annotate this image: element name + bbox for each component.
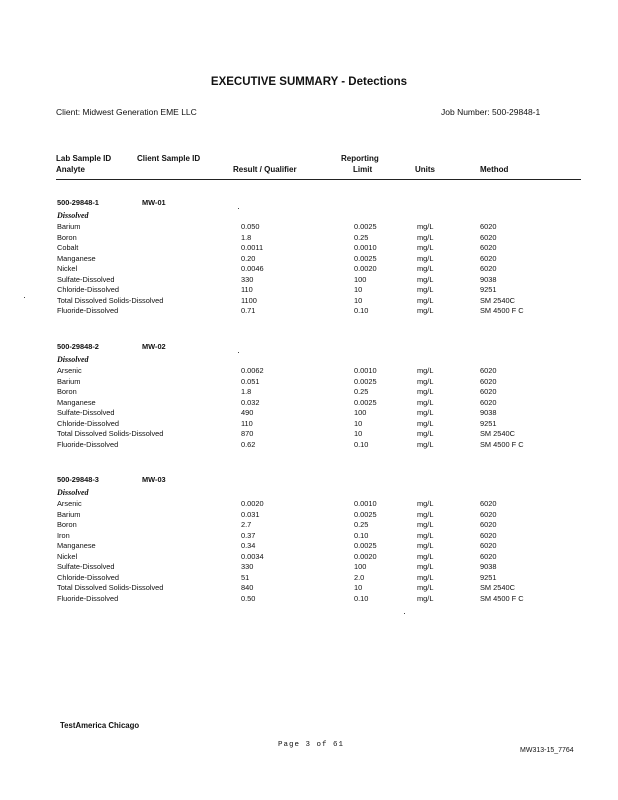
column-lab-sample-id: Lab Sample ID [56,154,112,163]
reporting-limit-cell: 0.0025 [354,376,377,386]
result-cell: 0.71 [241,306,256,315]
table-row [0,264,618,274]
reporting-limit-cell: 0.0025 [354,397,377,407]
result-cell: 110 [241,418,253,428]
units-cell: mg/L [417,285,434,294]
result-cell: 0.0046 [241,264,264,273]
reporting-limit-cell: 100 [354,274,367,284]
analyte-cell: Sulfate-Dissolved [57,408,115,417]
column-analyte: Analyte [56,165,85,174]
units-cell: mg/L [417,243,434,252]
footer-page-number: Page 3 of 61 [278,741,345,749]
table-row [0,594,618,604]
reporting-limit-cell: 0.0010 [354,499,377,508]
analyte-cell: Total Dissolved Solids-Dissolved [57,429,164,438]
table-row [0,419,618,429]
sample-header [0,342,618,352]
table-row [0,531,618,541]
client-sample-id: MW-02 [142,342,166,351]
analyte-cell: Boron [57,520,77,529]
analyte-cell: Total Dissolved Solids-Dissolved [57,583,164,592]
analyte-cell: Fluoride-Dissolved [57,439,119,449]
method-cell: 6020 [480,222,497,231]
reporting-limit-cell: 0.0025 [354,253,377,263]
reporting-limit-cell: 10 [354,295,363,305]
header-rule [56,179,581,180]
reporting-limit-cell: 0.25 [354,387,369,396]
reporting-limit-cell: 10 [354,583,363,592]
units-cell: mg/L [417,295,434,305]
method-cell: 6020 [480,387,497,396]
reporting-limit-cell: 0.0025 [354,509,377,519]
footer-document-id: MW313-15_7764 [520,747,574,754]
scan-speck [24,297,25,298]
analyte-cell: Arsenic [57,499,82,508]
table-row [0,573,618,583]
reporting-limit-cell: 0.10 [354,439,369,449]
method-cell: SM 4500 F C [480,593,524,603]
result-cell: 840 [241,583,254,592]
group-label-text: Dissolved [57,355,89,364]
analyte-cell: Sulfate-Dissolved [57,562,115,571]
units-cell: mg/L [417,253,434,263]
method-cell: 9038 [480,274,497,284]
method-cell: 9038 [480,562,497,571]
reporting-limit-cell: 10 [354,429,363,438]
reporting-limit-cell: 0.10 [354,593,369,603]
table-row [0,387,618,397]
units-cell: mg/L [417,366,434,375]
reporting-limit-cell: 0.10 [354,306,369,315]
result-cell: 1.8 [241,232,252,242]
lab-sample-id: 500-29848-3 [57,475,99,484]
result-cell: 51 [241,572,250,582]
table-row [0,440,618,450]
method-cell: SM 4500 F C [480,439,524,449]
table-row [0,583,618,593]
analyte-cell: Chloride-Dissolved [57,572,120,582]
method-cell: SM 2540C [480,583,515,592]
result-cell: 330 [241,274,254,284]
group-label [0,355,618,365]
units-cell: mg/L [417,274,434,284]
table-row [0,222,618,232]
result-cell: 0.031 [241,509,260,519]
result-cell: 0.37 [241,530,256,540]
column-method: Method [480,165,509,174]
group-label-text: Dissolved [57,211,89,220]
table-row [0,233,618,243]
units-cell: mg/L [417,520,434,529]
method-cell: 9251 [480,418,497,428]
result-cell: 0.0011 [241,243,264,252]
table-row [0,510,618,520]
units-cell: mg/L [417,222,434,231]
reporting-limit-cell: 0.25 [354,520,369,529]
units-cell: mg/L [417,509,434,519]
result-cell: 330 [241,562,254,571]
sample-header [0,198,618,208]
units-cell: mg/L [417,562,434,571]
analyte-cell: Boron [57,232,77,242]
units-cell: mg/L [417,593,434,603]
analyte-cell: Fluoride-Dissolved [57,593,119,603]
method-cell: 6020 [480,530,497,540]
units-cell: mg/L [417,418,434,428]
reporting-limit-cell: 0.25 [354,232,369,242]
result-cell: 1100 [241,295,257,305]
reporting-limit-cell: 0.0020 [354,264,377,273]
result-cell: 0.0020 [241,499,264,508]
reporting-limit-cell: 100 [354,562,367,571]
group-label [0,211,618,221]
method-cell: 6020 [480,520,497,529]
table-row [0,377,618,387]
client-name: Client: Midwest Generation EME LLC [56,107,197,117]
result-cell: 0.051 [241,376,260,386]
table-row [0,520,618,530]
result-cell: 0.050 [241,222,260,231]
analyte-cell: Manganese [57,541,96,550]
result-cell: 1.8 [241,387,252,396]
analyte-cell: Barium [57,509,81,519]
units-cell: mg/L [417,306,434,315]
scan-speck [238,352,239,353]
method-cell: SM 2540C [480,429,515,438]
client-sample-id: MW-01 [142,198,166,207]
units-cell: mg/L [417,232,434,242]
table-row [0,243,618,253]
analyte-cell: Iron [57,530,70,540]
group-label-text: Dissolved [57,488,89,497]
reporting-limit-cell: 0.0010 [354,366,377,375]
units-cell: mg/L [417,387,434,396]
analyte-cell: Arsenic [57,366,82,375]
units-cell: mg/L [417,572,434,582]
units-cell: mg/L [417,583,434,592]
method-cell: 6020 [480,366,497,375]
table-row [0,275,618,285]
method-cell: SM 4500 F C [480,306,524,315]
method-cell: 6020 [480,376,497,386]
sample-header [0,475,618,485]
method-cell: 6020 [480,551,497,561]
page-title: EXECUTIVE SUMMARY - Detections [210,76,408,88]
units-cell: mg/L [417,541,434,550]
table-row [0,552,618,562]
units-cell: mg/L [417,429,434,438]
column-limit: Limit [353,165,373,174]
method-cell: 6020 [480,264,497,273]
result-cell: 0.62 [241,439,256,449]
analyte-cell: Manganese [57,253,96,263]
method-cell: SM 2540C [480,295,515,305]
column-units: Units [415,165,435,174]
method-cell: 9251 [480,572,497,582]
method-cell: 6020 [480,509,497,519]
analyte-cell: Chloride-Dissolved [57,285,120,294]
method-cell: 6020 [480,253,497,263]
table-row [0,306,618,316]
method-cell: 6020 [480,541,497,550]
scan-speck [404,613,405,614]
result-cell: 0.50 [241,593,256,603]
reporting-limit-cell: 0.0010 [354,243,377,252]
result-cell: 0.0062 [241,366,264,375]
result-cell: 0.032 [241,397,260,407]
reporting-limit-cell: 100 [354,408,367,417]
result-cell: 490 [241,408,254,417]
reporting-limit-cell: 0.0025 [354,222,377,231]
units-cell: mg/L [417,408,434,417]
analyte-cell: Boron [57,387,77,396]
reporting-limit-cell: 10 [354,418,363,428]
analyte-cell: Cobalt [57,243,79,252]
lab-sample-id: 500-29848-2 [57,342,99,351]
footer-lab-name: TestAmerica Chicago [60,721,140,730]
result-cell: 110 [241,285,253,294]
units-cell: mg/L [417,551,434,561]
group-label [0,488,618,498]
reporting-limit-cell: 0.10 [354,530,369,540]
units-cell: mg/L [417,397,434,407]
column-reporting: Reporting [341,154,379,163]
analyte-cell: Nickel [57,264,78,273]
units-cell: mg/L [417,376,434,386]
table-row [0,429,618,439]
job-number: Job Number: 500-29848-1 [441,107,541,117]
units-cell: mg/L [417,530,434,540]
column-result: Result / Qualifier [233,165,297,174]
method-cell: 9251 [480,285,497,294]
table-row [0,398,618,408]
result-cell: 2.7 [241,520,252,529]
scan-speck [238,208,239,209]
units-cell: mg/L [417,499,434,508]
analyte-cell: Total Dissolved Solids-Dissolved [57,295,164,305]
client-sample-id: MW-03 [142,475,166,484]
method-cell: 6020 [480,397,497,407]
table-row [0,254,618,264]
analyte-cell: Barium [57,376,81,386]
table-row [0,296,618,306]
table-row [0,562,618,572]
table-row [0,285,618,295]
method-cell: 6020 [480,499,497,508]
table-row [0,408,618,418]
table-row [0,499,618,509]
reporting-limit-cell: 2.0 [354,572,365,582]
result-cell: 870 [241,429,254,438]
reporting-limit-cell: 0.0020 [354,551,377,561]
method-cell: 9038 [480,408,497,417]
units-cell: mg/L [417,439,434,449]
analyte-cell: Manganese [57,397,96,407]
table-row [0,366,618,376]
method-cell: 6020 [480,243,497,252]
lab-sample-id: 500-29848-1 [57,198,99,207]
analyte-cell: Fluoride-Dissolved [57,306,119,315]
result-cell: 0.20 [241,253,256,263]
reporting-limit-cell: 0.0025 [354,541,377,550]
result-cell: 0.0034 [241,551,264,561]
column-client-sample-id: Client Sample ID [137,154,201,163]
result-cell: 0.34 [241,541,256,550]
reporting-limit-cell: 10 [354,285,363,294]
method-cell: 6020 [480,232,497,242]
analyte-cell: Nickel [57,551,78,561]
table-row [0,541,618,551]
analyte-cell: Barium [57,222,81,231]
units-cell: mg/L [417,264,434,273]
analyte-cell: Chloride-Dissolved [57,418,120,428]
analyte-cell: Sulfate-Dissolved [57,274,115,284]
